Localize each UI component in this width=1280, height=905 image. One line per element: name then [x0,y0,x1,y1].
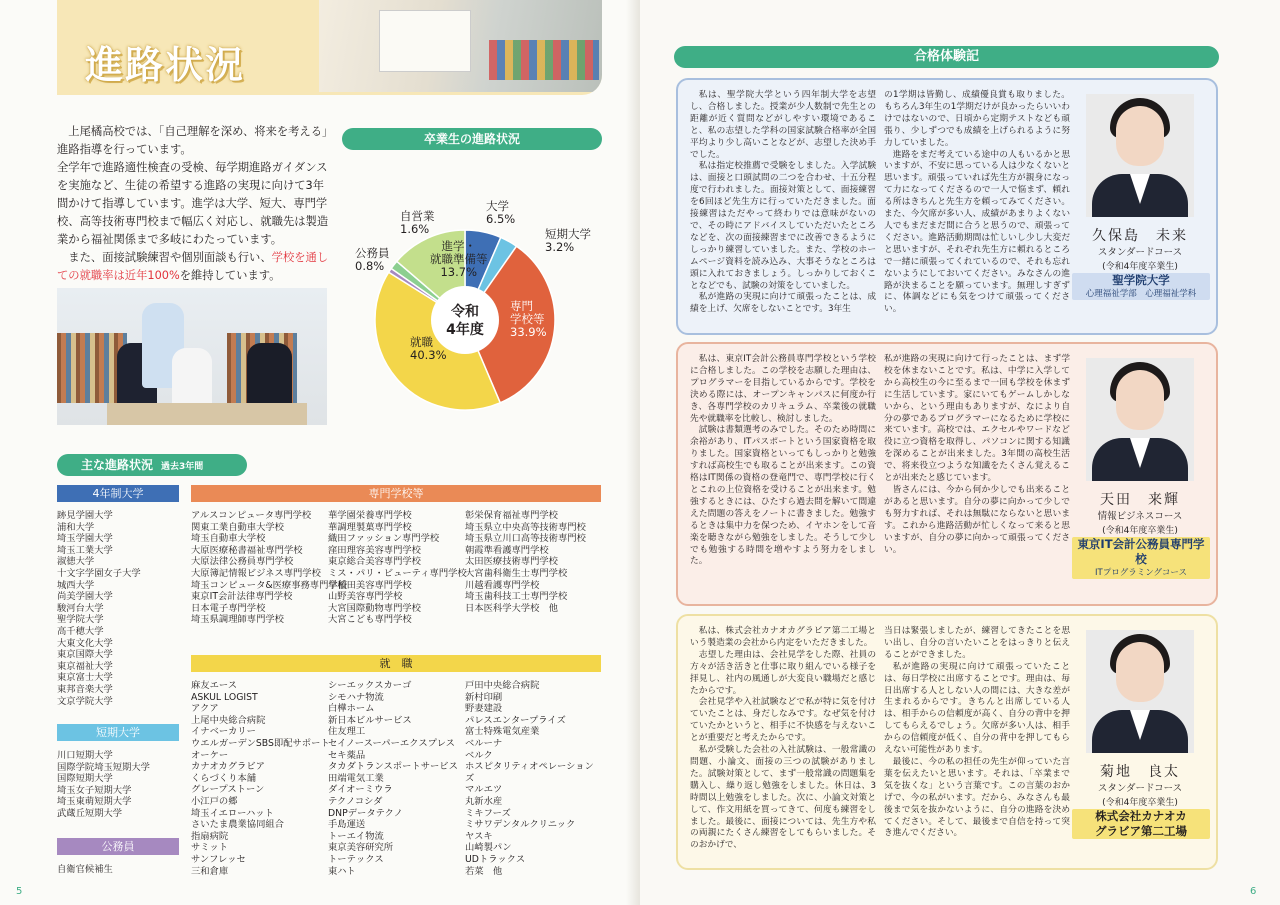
page-number-right: 6 [1250,886,1257,897]
vocational-item: 大原医療秘書福祉専門学校 [191,544,303,556]
pie-label-7: 進学・ 就職準備等 13.7% [430,239,488,279]
job-item: 富士特殊電気産業 [465,726,540,738]
job-item: 新日本ビルサービス [328,714,412,726]
vocational-item: 窪田理容美容専門学校 [328,544,421,556]
univ-category: 4年制大学 [57,485,179,502]
vocational-item: 織田ファッション専門学校 [328,533,440,545]
intro-para-3: また、面接試験練習や個別面談も行い、学校を通しての就職率は近年100%を維持しています。 [57,251,329,282]
job-item: カナオカグラビア [191,761,265,773]
univ-item: 大東文化大学 [57,637,113,649]
univ-item: 浦和大学 [57,521,95,533]
vocational-item: 早稲田美容専門学校 [328,579,412,591]
junior-college-list [57,750,150,820]
intro-para-1: 上尾橘高校では、「自己理解を深め、将来を考える」進路指導を行っています。 [57,125,334,156]
student-graduation-year: (令和4年度卒業生) [1102,798,1178,808]
jobs-list-2 [328,680,458,877]
vocational-list-3 [465,510,586,614]
testimonial-text-col-2: 当日は緊張しましたが、練習してきたことを思い出し、自分の言いたいことをはっきりと伝えることができました。 私が進路の実現に向けて頑張っていたことは、毎日学校に出席することです。理由は、毎日出席する人としない人の間には、大きな差が生まれるからです。きちんと出席している人は、相手からの信頼度が高く、自分の背中を押してもらえるでしょう。欠席が多い人は、相手からの信頼度が低く、自分の背中を押してもらえない可能性があります。 最後に、今の私の担任の先生が仰っていた言葉を伝えたいと思います。それは、「卒業まで気を抜くな」という言葉です。この言葉のおかげで、今の私がいます。だから、みなさんも最後まで気を抜かないように、自分の進路を決めてください。そして、最後まで自信を持って突き進んでください。 [884,626,1070,839]
vocational-item: 大原簿記情報ビジネス専門学校 [191,567,321,579]
civil-service-list [57,864,113,876]
intro-para-2: 全学年で進路適性検査の受検、毎学期進路ガイダンスを実施など、生徒の希望する進路の実現に向けて3年間かけて指導しています。進学は大学、短大、専門学校、高等技術専門校まで幅広く対応し、就職先は製造業から福祉関係まで多岐にわたっています。 [57,161,329,246]
job-item: ミキフーズ [465,807,511,819]
job-item: 麻友エース [191,680,238,691]
job-item: 小江戸の郷 [191,795,238,807]
title-banner [57,0,602,95]
job-item: 丸新水産 [465,795,503,807]
student-portrait [1086,630,1194,753]
civil-service-category: 公務員 [57,838,179,855]
pie-label-2: 短期大学 3.2% [545,227,591,254]
job-item: 住友理工 [328,726,366,738]
job-item: パレスエンタープライズ [465,714,566,726]
univ-item: 東京福祉大学 [57,660,113,672]
univ-item: 埼玉工業大学 [57,544,113,556]
testimonial-card-2 [676,342,1218,606]
job-item: 野妻建設 [465,703,503,715]
job-item: トーエイ物流 [328,830,384,842]
job-item: ASKUL LOGIST [191,691,258,703]
testimonial-text-col-1: 私は、東京IT会計公務員専門学校という学校に合格しました。この学校を志願した理由は、プログラマーを目指しているからです。学校を決める際には、オープンキャンパスに何度か行き、各専門学校のカリキュラム、卒業後の就職先や就職率を比較し、検討しました。 試験は書類選考のみでした。そのため時間に余裕があり、ITパスポートという国家資格を取りました。国家資格といってもしっかりと勉強すれば高校生でも取ることが出来ます。この資格はIT関係の資格の登竜門で、専門学校に行くとこれの上位資格を受けることが出来ます。勉強するときには、ひたすら過去問を解いて間違えた問題の答えをノートに書きました。勉強するときは集中力を保つため、イヤホンをして音楽を聴きながら勉強をしました。そうして少しでも勉強する時間を増やすよう努力をしました。 [690,354,876,567]
pie-label-6: 自営業 1.6% [400,209,435,236]
job-item: DNPデータテクノ [328,807,403,819]
intro-text [57,123,335,285]
destination-school-name: 株式会社カナオカ [1095,809,1187,823]
testimonials-ribbon: 合格体験記 [674,46,1219,68]
vocational-item: 日本医科学大学校 他 [465,602,558,614]
student-graduation-year: (令和4年度卒業生) [1102,526,1178,536]
job-item: 上尾中央総合病院 [191,714,266,726]
destinations-heading: 主な進路状況 過去3年間 [57,454,247,476]
vocational-item: 埼玉県立中央高等技術専門校 [465,521,586,533]
vocational-item: 大宮歯科衛生士専門学校 [465,567,568,579]
jobs-list-1 [191,680,330,877]
vocational-item: 埼玉歯科技工士専門学校 [465,591,568,603]
job-item: セイノースーパーエクスプレス [328,737,455,749]
vocational-item: 関東工業自動車大学校 [191,521,284,533]
job-item: ダイオーミウラ [328,784,393,796]
univ-item: 跡見学園大学 [57,510,113,521]
univ-item: 高千穂大学 [57,625,104,637]
job-item: テクノコシダ [328,795,383,807]
jobs-list-3 [465,680,594,877]
vocational-item: 日本電子専門学校 [191,602,266,614]
vocational-item: 太田医療技術専門学校 [465,556,558,568]
junior-college-item: 国際学院埼玉短期大学 [57,761,150,773]
job-item: 埼玉イエローハット [191,807,274,819]
student-portrait [1086,94,1194,217]
vocational-item: 彰栄保育福祉専門学校 [465,510,558,521]
univ-item: 聖学院大学 [57,614,104,626]
job-item: UDトラックス [465,853,526,865]
page-number-left: 5 [16,886,23,897]
vocational-list-2 [328,510,467,626]
junior-college-item: 武蔵丘短期大学 [57,807,123,819]
vocational-list-1 [191,510,347,626]
job-item: 戸田中央総合病院 [465,680,540,691]
student-course: スタンダードコース [1097,247,1183,258]
job-item: ウエルガーデンSBS即配サポート [191,737,330,749]
job-item: ホスピタリティオペレーション [465,761,594,773]
vocational-item: 大原法律公務員専門学校 [191,556,294,568]
page-title: 進路状況 [85,43,246,87]
job-item: 手島運送 [328,819,366,831]
student-name: 久保島 未来 [1092,228,1188,244]
vocational-item: 大宮国際動物専門学校 [328,602,421,614]
junior-college-item: 国際短期大学 [57,773,113,785]
vocational-item: 埼玉県立川口高等技術専門校 [465,533,586,545]
employment-rate-highlight: 学校を通しての就職率は近年100% [57,251,329,282]
job-item: タカダトランスポートサービス [328,761,458,773]
vocational-item: 大宮こども専門学校 [328,614,412,626]
jobs-category: 就 職 [191,655,601,672]
job-item: オーケー [191,749,229,761]
vocational-item: 川越看護専門学校 [465,579,540,591]
destination-school-department: グラビア第二工場 [1095,824,1187,838]
job-item: ズ [465,772,475,784]
job-item: ヤスキ [465,830,493,842]
testimonial-text-col-2: 私が進路の実現に向けて行ったことは、まず学校を休まないことです。私は、中学に入学してから高校生の今に至るまで一回も学校を休まずに生活しています。家にいてもゲームしかしないから、という理由もありますが、なにより自分の夢であるプログラマーになるために学校に来ています。高校では、エクセルやワードなど役に立つ資格を取得し、パソコンに関する知識を深めることが出来ました。3年間の高校生活で、将来役立つような知識をたくさん覚えることが出来たと感じています。 皆さんには、今から何か少しでも出来ることがあると思います。自分の夢に向かって少しでも努力すれば、それは無駄にならないと思います。これから進路活動が忙しくなって来ると思いますが、自分の夢に向かって頑張ってください。 [884,354,1070,555]
univ-item: 東京国際大学 [57,649,113,661]
pie-center-label: 4年度 [446,322,484,338]
univ-item: 十文字学園女子大学 [57,567,141,579]
job-item: ベルク [465,749,493,761]
job-item: サミット [191,842,229,854]
student-course: スタンダードコース [1097,783,1183,794]
job-item: ミサワデンタルクリニック [465,819,576,831]
career-room-photo [319,0,602,92]
job-item: くらづくり本舗 [191,772,256,784]
univ-item: 駿河台大学 [57,602,104,614]
destination-school-box [1072,273,1210,300]
pie-center-label: 令和 [451,304,479,320]
job-item: マルエツ [465,784,503,796]
job-item: 白樺ホーム [328,703,375,715]
univ-item: 東邦音楽大学 [57,683,113,695]
vocational-item: 華調理製菓専門学校 [328,521,412,533]
vocational-item: ミス・パリ・ビューティ専門学校 [328,567,467,579]
student-graduation-year: (令和4年度卒業生) [1102,262,1178,272]
junior-college-item: 埼玉女子短期大学 [57,784,132,796]
vocational-item: 山野美容専門学校 [328,591,403,603]
students-photo [57,288,327,425]
job-item: セキ薬品 [328,749,366,761]
vocational-item: 埼玉コンピュータ&医療事務専門学校 [191,579,347,591]
destination-school-name: 東京IT会計公務員専門学校 [1077,537,1205,566]
univ-item: 東京富士大学 [57,672,113,684]
univ-item: 城西大学 [57,579,95,591]
job-item: グレープストーン [191,784,265,796]
testimonial-text-col-2: の1学期は皆勤し、成績優良賞も取りました。もちろん3年生の1学期だけが良かったらいいわけではないので、日頃から定期テストなども頑張り、少しずつでも成績を上げられるように努力していました。 進路をまだ考えている途中の人もいるかと思いますが、不安に思っている人は少なくないと思います。頑張っていれば先生方が親身になって力になってくださるので一人で悩まず、頼れる所はきちんと先生方を頼ってみてください。また、今欠席が多い人、成績があまりよくない人でもまだまだ間に合うと思うので、頑張ってください。進路活動期間は忙しいし少し大変だと思いますが、それぞれ先生方に頼れるところで一緒に頑張ってくれているので、それも忘れないようにしておいてください。みなさんの進路が決まることを願っています。無理しすぎずに、体調などにも気をつけて頑張ってください。 [884,90,1070,315]
vocational-category: 専門学校等 [191,485,601,502]
testimonial-card-1 [676,78,1218,335]
job-item: アクア [191,703,219,715]
job-item: 指扇病院 [191,830,229,842]
destination-school-department: ITプログラミングコース [1095,568,1187,578]
univ-item: 尚美学園大学 [57,591,113,603]
job-item: 山崎製パン [465,842,512,854]
univ-list [57,510,141,707]
vocational-item: 華学園栄養専門学校 [328,510,412,521]
univ-item: 淑徳大学 [57,556,95,568]
destination-school-department: 心理福祉学部 心理福祉学科 [1085,289,1197,299]
civil-service-item: 自衛官候補生 [57,864,113,875]
job-item: サンフレッセ [191,853,246,865]
vocational-item: 東京総合美容専門学校 [328,556,421,568]
junior-college-item: 川口短期大学 [57,750,113,761]
destination-school-name: 聖学院大学 [1112,273,1170,287]
job-item: シーエックスカーゴ [328,680,412,691]
pie-label-3: 専門 学校等 33.9% [510,299,547,339]
chart-title: 卒業生の進路状況 [342,128,602,150]
vocational-item: アルスコンピュータ専門学校 [191,510,312,521]
univ-item: 文京学院大学 [57,695,113,707]
junior-college-category: 短期大学 [57,724,179,741]
student-name: 天田 来輝 [1100,492,1180,508]
job-item: トーテックス [328,853,384,865]
vocational-item: 朝霞準看護専門学校 [465,544,549,556]
vocational-item: 埼玉自動車大学校 [191,533,266,545]
testimonial-text-col-1: 私は、聖学院大学という四年制大学を志望し、合格しました。授業が少人数制で先生との距離が近く質問などがしやすい環境であること、私の志望した学科の国家試験合格率が全国平均より少し高いことなどが、志望した決め手でした。 私は指定校推薦で受験をしました。入学試験は、面接と口頭試問の二つを合わせ、十五分程度で行われました。面接対策として、面接練習を6回ほど先生方に行っていただきました。面接練習はただやって終わりでは意味がないので、その時にアドバイスしていただいたところなどを、次の面接練習までに改善できるようにしっかり練習していました。また、学校のホームページ資料を読み込み、大事そうなところは頭に入れておきましょう。しっかりしておくことなどでも、試験の対策をしていました。 私が進路の実現に向けて頑張ったことは、成績を上げ、欠席をしないことです。3年生 [690,90,876,315]
destination-school-box [1072,809,1210,839]
univ-item: 埼玉学園大学 [57,533,113,545]
student-portrait [1086,358,1194,481]
job-item: 田端電気工業 [328,772,384,784]
job-item: 若菜 他 [465,865,503,877]
pie-label-4: 就職 40.3% [410,335,447,362]
vocational-item: 東京IT会計法律専門学校 [191,591,293,603]
job-item: さいたま農業協同組合 [191,819,284,831]
junior-college-item: 埼玉東萌短期大学 [57,796,132,808]
pie-label-5: 公務員 0.8% [355,246,390,273]
job-item: 東京美容研究所 [328,842,394,854]
job-item: シモハナ物流 [328,691,384,703]
student-name: 菊地 良太 [1100,764,1180,780]
testimonial-card-3 [676,614,1218,870]
pie-label-1: 大学 6.5% [486,199,516,226]
student-course: 情報ビジネスコース [1097,511,1183,522]
destination-school-box [1072,537,1210,579]
job-item: 三和倉庫 [191,865,229,877]
job-item: ベルーナ [465,737,503,749]
job-item: イナベーカリー [191,726,256,738]
graduate-destination-pie-chart [340,180,590,430]
vocational-item: 埼玉県調理師専門学校 [191,614,284,626]
job-item: 東ハト [328,865,356,877]
job-item: 新村印刷 [465,691,503,703]
testimonial-text-col-1: 私は、株式会社カナオカグラビア第二工場という製造業の会社から内定をいただきました。 志望した理由は、会社見学をした際、社員の方々が活き活きと仕事に取り組んでいる様子を拝見し、社内の風通しが大変良い職場だと感じたからです。 会社見学や入社試験などで私が特に気を付けていたことは、身だしなみです。なぜ気を付けていたかというと、相手に不快感を与えないことが重要だと考えたからです。 私が受験した会社の入社試験は、一般常識の問題、小論文、面接の三つの試験がありました。試験対策として、まず一般常識の問題集を購入し、繰り返し勉強をしました。休日は、3時間以上勉強をしました。次に、小論文対策として、作文用紙を買ってきて、何度も練習をしました。最後に、面接については、先生方や私の両親にたくさん練習をしてもらいました。そのおかげで、 [690,626,876,851]
